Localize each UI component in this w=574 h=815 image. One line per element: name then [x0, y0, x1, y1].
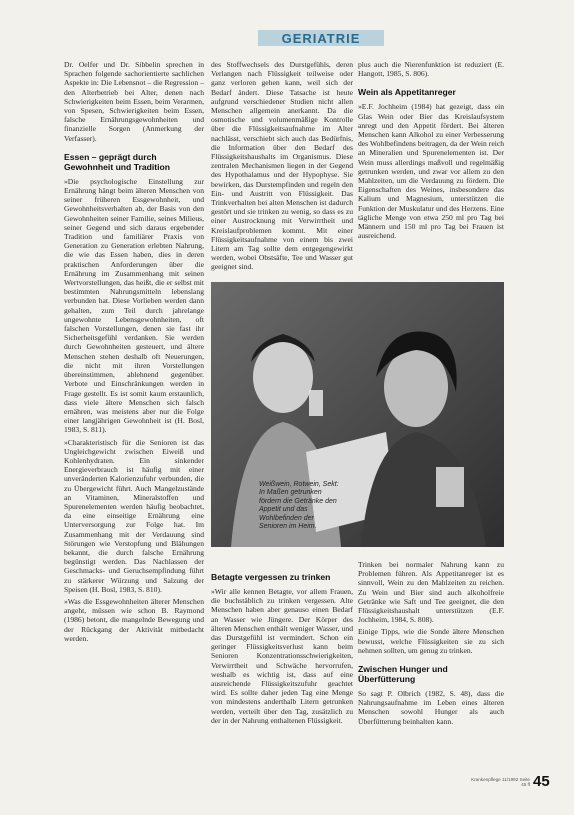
- column-3-bottom: [358, 560, 504, 805]
- paragraph-column-2: des Stoffwechsels des Durstgefühls, deren Verlangen nach Flüssigkeit teilweise oder ganz verloren gehen kann, weil sich der Bedarf ändert. Diese Tatsache ist heute aufgrund verschiedener Studien nicht allen Menschen allgemein anerkannt. Da die osmotische und volumenmäßige Kontrolle über die Flüssigkeitsaufnahme im Alter nachlässt, verschiebt sich auch das Bedürfnis, die Information über den Bedarf des Flüssigkeitshaushalts im Organismus. Diese zentralen Mechanismen liegen in der Gegend des Hypothalamus und der Hypophyse. Sie bewirken, das Durstempfinden und regeln den Ein- und Austritt von Flüssigkeit. Das Trinkverhalten bei alten Menschen ist dadurch gestört und sie trinken zu wenig, so dass es zu einer Austrocknung mit Verwirrtheit und Kreislaufproblemen kommt. Mit einer Flüssigkeitsaufnahme von einem bis zwei Litern am Tag sollte dem entgegengewirkt werden, wobei Obstsäfte, Tee und Wasser gut geeignet sind.: [211, 60, 353, 272]
- footer-source-note: Krankenpflege 11/1992 Seite 45 ff: [471, 777, 530, 788]
- intro-paragraph: Dr. Oelfer und Dr. Sibbelin sprechen in Sprachen folgende sachorientierte sachlichen Aspekte in: Die Lebensnot – die Regression – den Alterbetrieb bei Alter, denen nach Schwierigkeiten beim Essen, beim Verarmen, von Spesen, Schwierigkeiten beim Essen, falsche Ernährungsgewohnheiten und finanzielle Sorgen (Anmerkung der Verfasser).: [64, 60, 204, 143]
- heading-hunger: Zwischen Hunger und Überfütterung: [358, 664, 448, 685]
- photo-illustration: [211, 282, 504, 547]
- section-title: GERIATRIE: [281, 31, 361, 46]
- page-number: 45: [533, 773, 550, 790]
- paragraph-hunger: So sagt P. Olbrich (1982, S. 48), dass die Nahrungsaufnahme im Leben eines älteren Menschen sowohl Hunger als auch Überfütterung beinhalten kann.: [358, 689, 504, 726]
- column-2: [211, 60, 353, 275]
- photo-seniors-drinking: [211, 282, 504, 547]
- paragraph-2: »Charakteristisch für die Senioren ist das Ungleichgewicht zwischen Eiweiß und Kohlenhydraten. Ein sinkender Energieverbrauch ist häufig mit einer unveränderten Kalorienzufuhr verbunden, die zu Übergewicht führt. Auch Mangelzustände an Vitaminen, Mineralstoffen und Spurenelementen werden häufig beobachtet, da eine einseitige Ernährung eine Unterversorgung zur Folge hat. Im Zusammenhang mit der Verdauung sind Störungen wie Verstopfung und Blähungen bekannt, die durch falsche Ernährung begünstigt werden. Das Nachlassen der Geschmacks- und Geruchsempfindung führt zu stärkerer Würzung und Salzung der Speisen (H. Bosl, 1983, S. 810).: [64, 437, 204, 594]
- paragraph-trinken: »Wir alle kennen Betagte, vor allem Frauen, die buchstäblich zu trinken vergessen. Alte Menschen haben aber genauso einen Bedarf an Wasser wie Jüngere. Der Körper des älteren Menschen enthält weniger Wasser, und das Durstgefühl ist vermindert. Schon ein geringer Flüssigkeitsverlust kann beim Senioren Konzentrationsschwierigkeiten, Verwirrtheit und Schwäche hervorrufen, weshalb es wichtig ist, dass auf eine ausreichende Flüssigkeitszufuhr geachtet wird. Es sollte daher jeden Tag eine Menge von mindestens anderthalb Litern getrunken werden, verteilt über den Tag, zusätzlich zu der in der Nahrung enthaltenen Flüssigkeit.: [211, 587, 353, 725]
- heading-wein: Wein als Appetitanreger: [358, 87, 456, 98]
- paragraph-wein: »E.F. Jochheim (1984) hat gezeigt, dass ein Glas Wein oder Bier das Kreislaufsystem anregt und den Appetit fördert. Bei älteren Menschen kann Alkohol zu einer Verbesserung des Wohlbefindens beitragen, da der Wein reich an Mineralien und Spurenelementen ist. Der Wein muss allerdings maßvoll und regelmäßig getrunken werden, und zwar vor allem zu den Mahlzeiten, um die Verdauung zu fördern. Die Eigenschaften des Weines, insbesondere das Kalium und Magnesium, unterstützen die Funktion der Muskulatur und des Herzens. Eine tägliche Menge von etwa 250 ml pro Tag bei Männern und 150 ml pro Tag bei Frauen ist ausreichend.: [358, 102, 504, 241]
- paragraph-1: »Die psychologische Einstellung zur Ernährung hängt beim älteren Menschen von seiner früheren Essgewohnheit, und Gewohnheitsverhalten ab, der Basis von den Gewohnheiten seiner Familie, seines Milieus, seiner Gegend und sich daraus ergebender Tradition und familiärer Praxis von Generation zu Generation erlebten Nahrung, die wie das Essen haben, dies in deren praktischen Anforderungen über die Ernährung im Zusammenhang mit seinen Wertvorstellungen, das heißt, die er selbst mit bestimmten Nahrungsmitteln lebenslang verbunden hat. Diese Vorlieben werden dann gehalten, zum Teil durch jahrelange ungewohnte Lebensgewohnheiten, oft falschen Vorstellungen, denen sie fast ihr Sicherheitsgefühl verdanken. Sie werden durch Gewohnheiten gesteuert, und ältere Menschen stehen deshalb oft Neuerungen, die nicht mit ihren Vorstellungen übereinstimmen, ablehnend gegenüber. Verbote und Einschränkungen werden in Frage gestellt. Es ist somit kaum erstaunlich, dass viele ältere Menschen sich falsch ernähren, was meistens aber nur die Folge einer langjährigen Gewohnheit ist (H. Bosl, 1983, S. 811).: [64, 176, 204, 435]
- heading-trinken: Betagte vergessen zu trinken: [211, 572, 331, 582]
- column-2-bottom: [211, 570, 353, 800]
- paragraph-3: »Was die Essgewohnheiten älterer Menschen angeht, müssen wie schon B. Raymond (1986) betont, die mangelnde Bewegung und der Rückgang der Aktivität mitbedacht werden.: [64, 596, 204, 643]
- photo-caption: Weißwein, Rotwein, Sekt: In Maßen getrunken fördern die Getränke den Appetit und das Wohlbefinden der Senioren im Heim.: [259, 481, 339, 531]
- paragraph-column-3b-1: Trinken bei normaler Nahrung kann zu Problemen führen. Als Appetitanreger ist es sinnvoll, Wein zu den Mahlzeiten zu reichen. Zu Wein und Bier sind auch alkoholfreie Getränke wie Saft und Tee geeignet, die den Flüssigkeitshaushalt unterstützen (E.F. Jochheim, 1984, S. 808).: [358, 560, 504, 625]
- paragraph-column-3b-2: Einige Tipps, wie die Sonde ältere Menschen bewusst, welche Flüssigkeiten sie zu sich nehmen sollten, um genug zu trinken.: [358, 627, 504, 655]
- heading-essen: Essen – geprägt durch Gewohnheit und Tradition: [64, 151, 170, 172]
- column-1: [64, 60, 204, 800]
- paragraph-column-3-lead: plus auch die Nierenfunktion ist reduziert (E. Hangott, 1985, S. 806).: [358, 60, 504, 79]
- column-3: [358, 60, 504, 275]
